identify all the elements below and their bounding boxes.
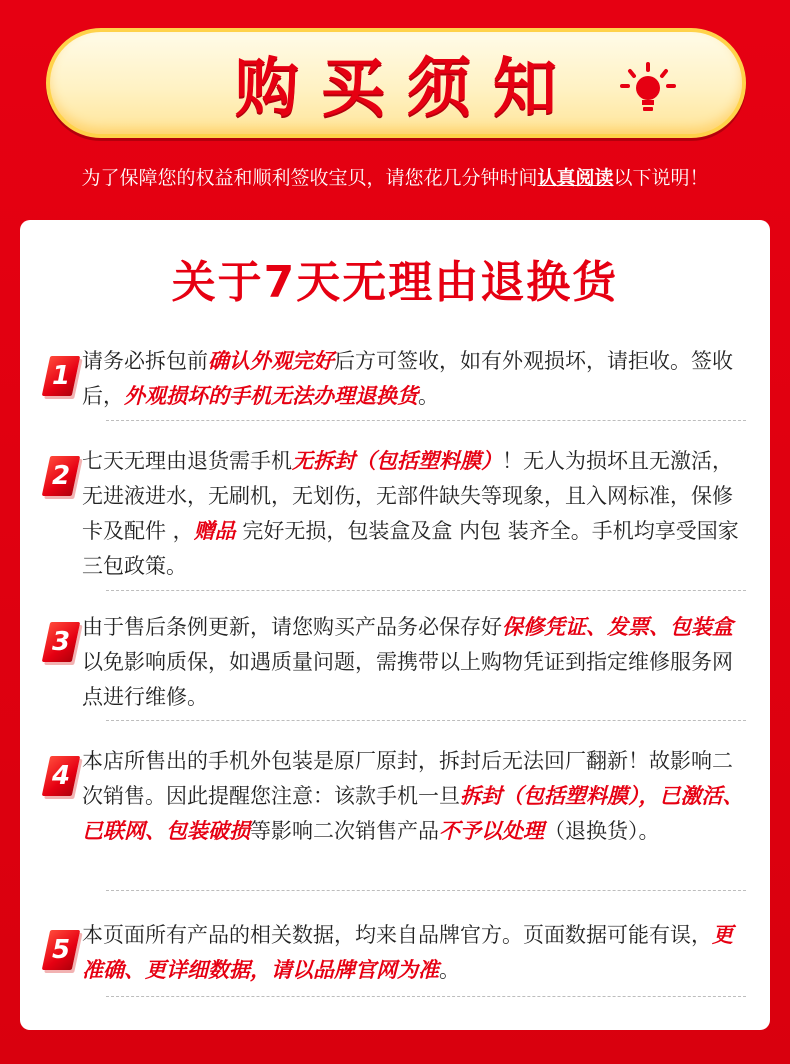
list-item [46,610,746,715]
item-text: 七天无理由退货需手机无拆封（包括塑料膜）！无人为损坏且无激活，无进液进水，无刷机，无划伤，无部件缺失等现象，且入网标准，保修卡及配件 ，赠品 完好无损，包装盒及盒 内包 装齐全。手机均享受国家三包政策。 [82,449,739,578]
list-item [46,918,746,988]
number-badge: 1 [42,356,81,396]
page-title: 购买须知 [235,52,579,126]
item-text: 本页面所有产品的相关数据，均来自品牌官方。页面数据可能有误，更准确、更详细数据，请以品牌官网为准。 [82,923,733,982]
read-carefully-emphasis: 认真阅读 [537,167,614,189]
list-item [46,444,746,584]
item-text: 由于售后条例更新，请您购买产品务必保存好保修凭证、发票、包装盒以免影响质保，如遇质量问题，需携带以上购物凭证到指定维修服务网点进行维修。 [82,615,733,709]
divider [106,590,746,591]
divider [106,420,746,421]
item-text: 请务必拆包前确认外观完好后方可签收，如有外观损坏，请拒收。签收后，外观损坏的手机无法办理退换货。 [82,349,733,408]
card-title: 关于7天无理由退换货 [171,257,619,308]
number-badge: 2 [42,456,81,496]
notice-subtitle: 为了保障您的权益和顺利签收宝贝，请您花几分钟时间认真阅读以下说明！ [81,167,709,189]
item-text: 本店所售出的手机外包装是原厂原封，拆封后无法回厂翻新！故影响二次销售。因此提醒您注意：该款手机一旦拆封（包括塑料膜），已激活、已联网、包装破损等影响二次销售产品不予以处理（退换货）。 [82,749,744,843]
lightbulb-icon [618,62,678,116]
return-policy-card [20,220,770,1030]
number-badge: 4 [42,756,81,796]
list-item [46,344,746,414]
list-item [46,744,746,849]
divider [106,890,746,891]
number-badge: 5 [42,930,81,970]
divider [106,720,746,721]
number-badge: 3 [42,622,81,662]
divider [106,996,746,997]
title-banner [46,28,746,138]
